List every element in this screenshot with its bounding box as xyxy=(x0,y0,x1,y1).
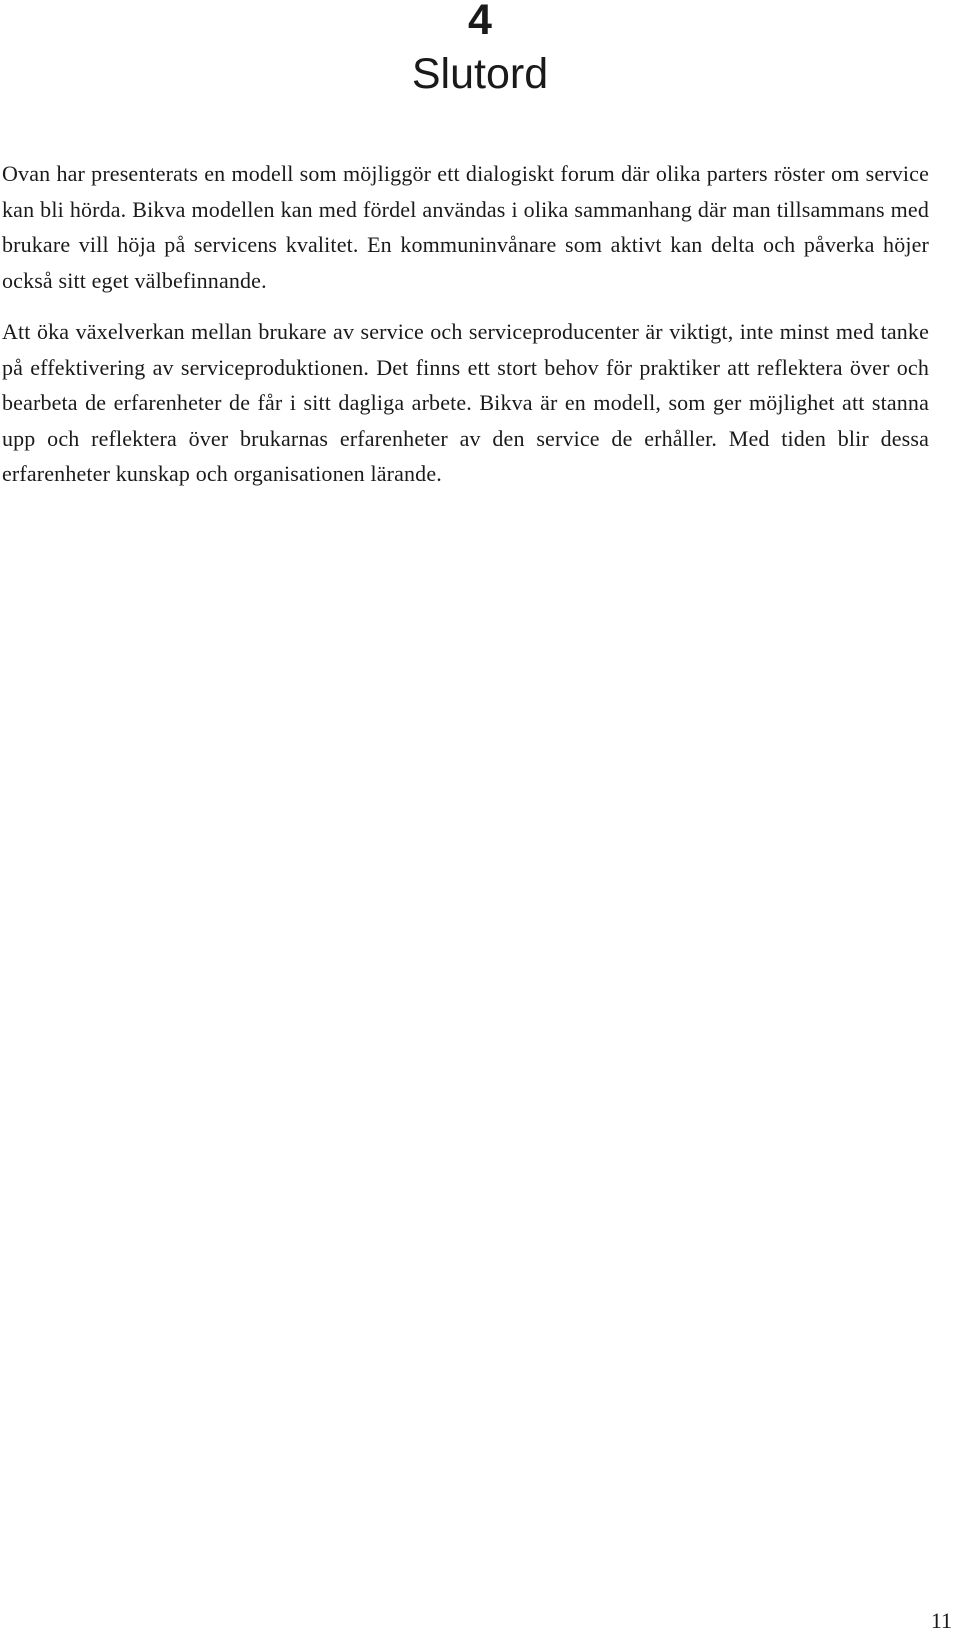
chapter-title: Slutord xyxy=(411,50,549,98)
page-number: 11 xyxy=(930,1608,952,1633)
chapter-number: 4 xyxy=(468,0,492,44)
paragraph-intro: Ovan har presenterats en modell som möjliggör ett dialogiskt forum där olika parters röster om service kan bli hörda. Bikva modellen kan med fördel användas i olika sammanhang där man tillsammans med brukare vill höja på servicens kvalitet. En kommuninvånare som aktivt kan delta och påverka höjer också sitt eget välbefinnande. xyxy=(2,161,929,293)
paragraph-interaction: Att öka växelverkan mellan brukare av service och serviceproducenter är viktigt, inte minst med tanke på effektivering av serviceproduktionen. Det finns ett stort behov för praktiker att reflektera över och bearbeta de erfarenheter de får i sitt dagliga arbete. Bikva är en modell, som ger möjlighet att stanna upp och reflektera över brukarnas erfarenheter av den service de erhåller. Med tiden blir dessa erfarenheter kunskap och organisationen lärande. xyxy=(2,319,929,486)
chapter-body xyxy=(2,156,929,492)
